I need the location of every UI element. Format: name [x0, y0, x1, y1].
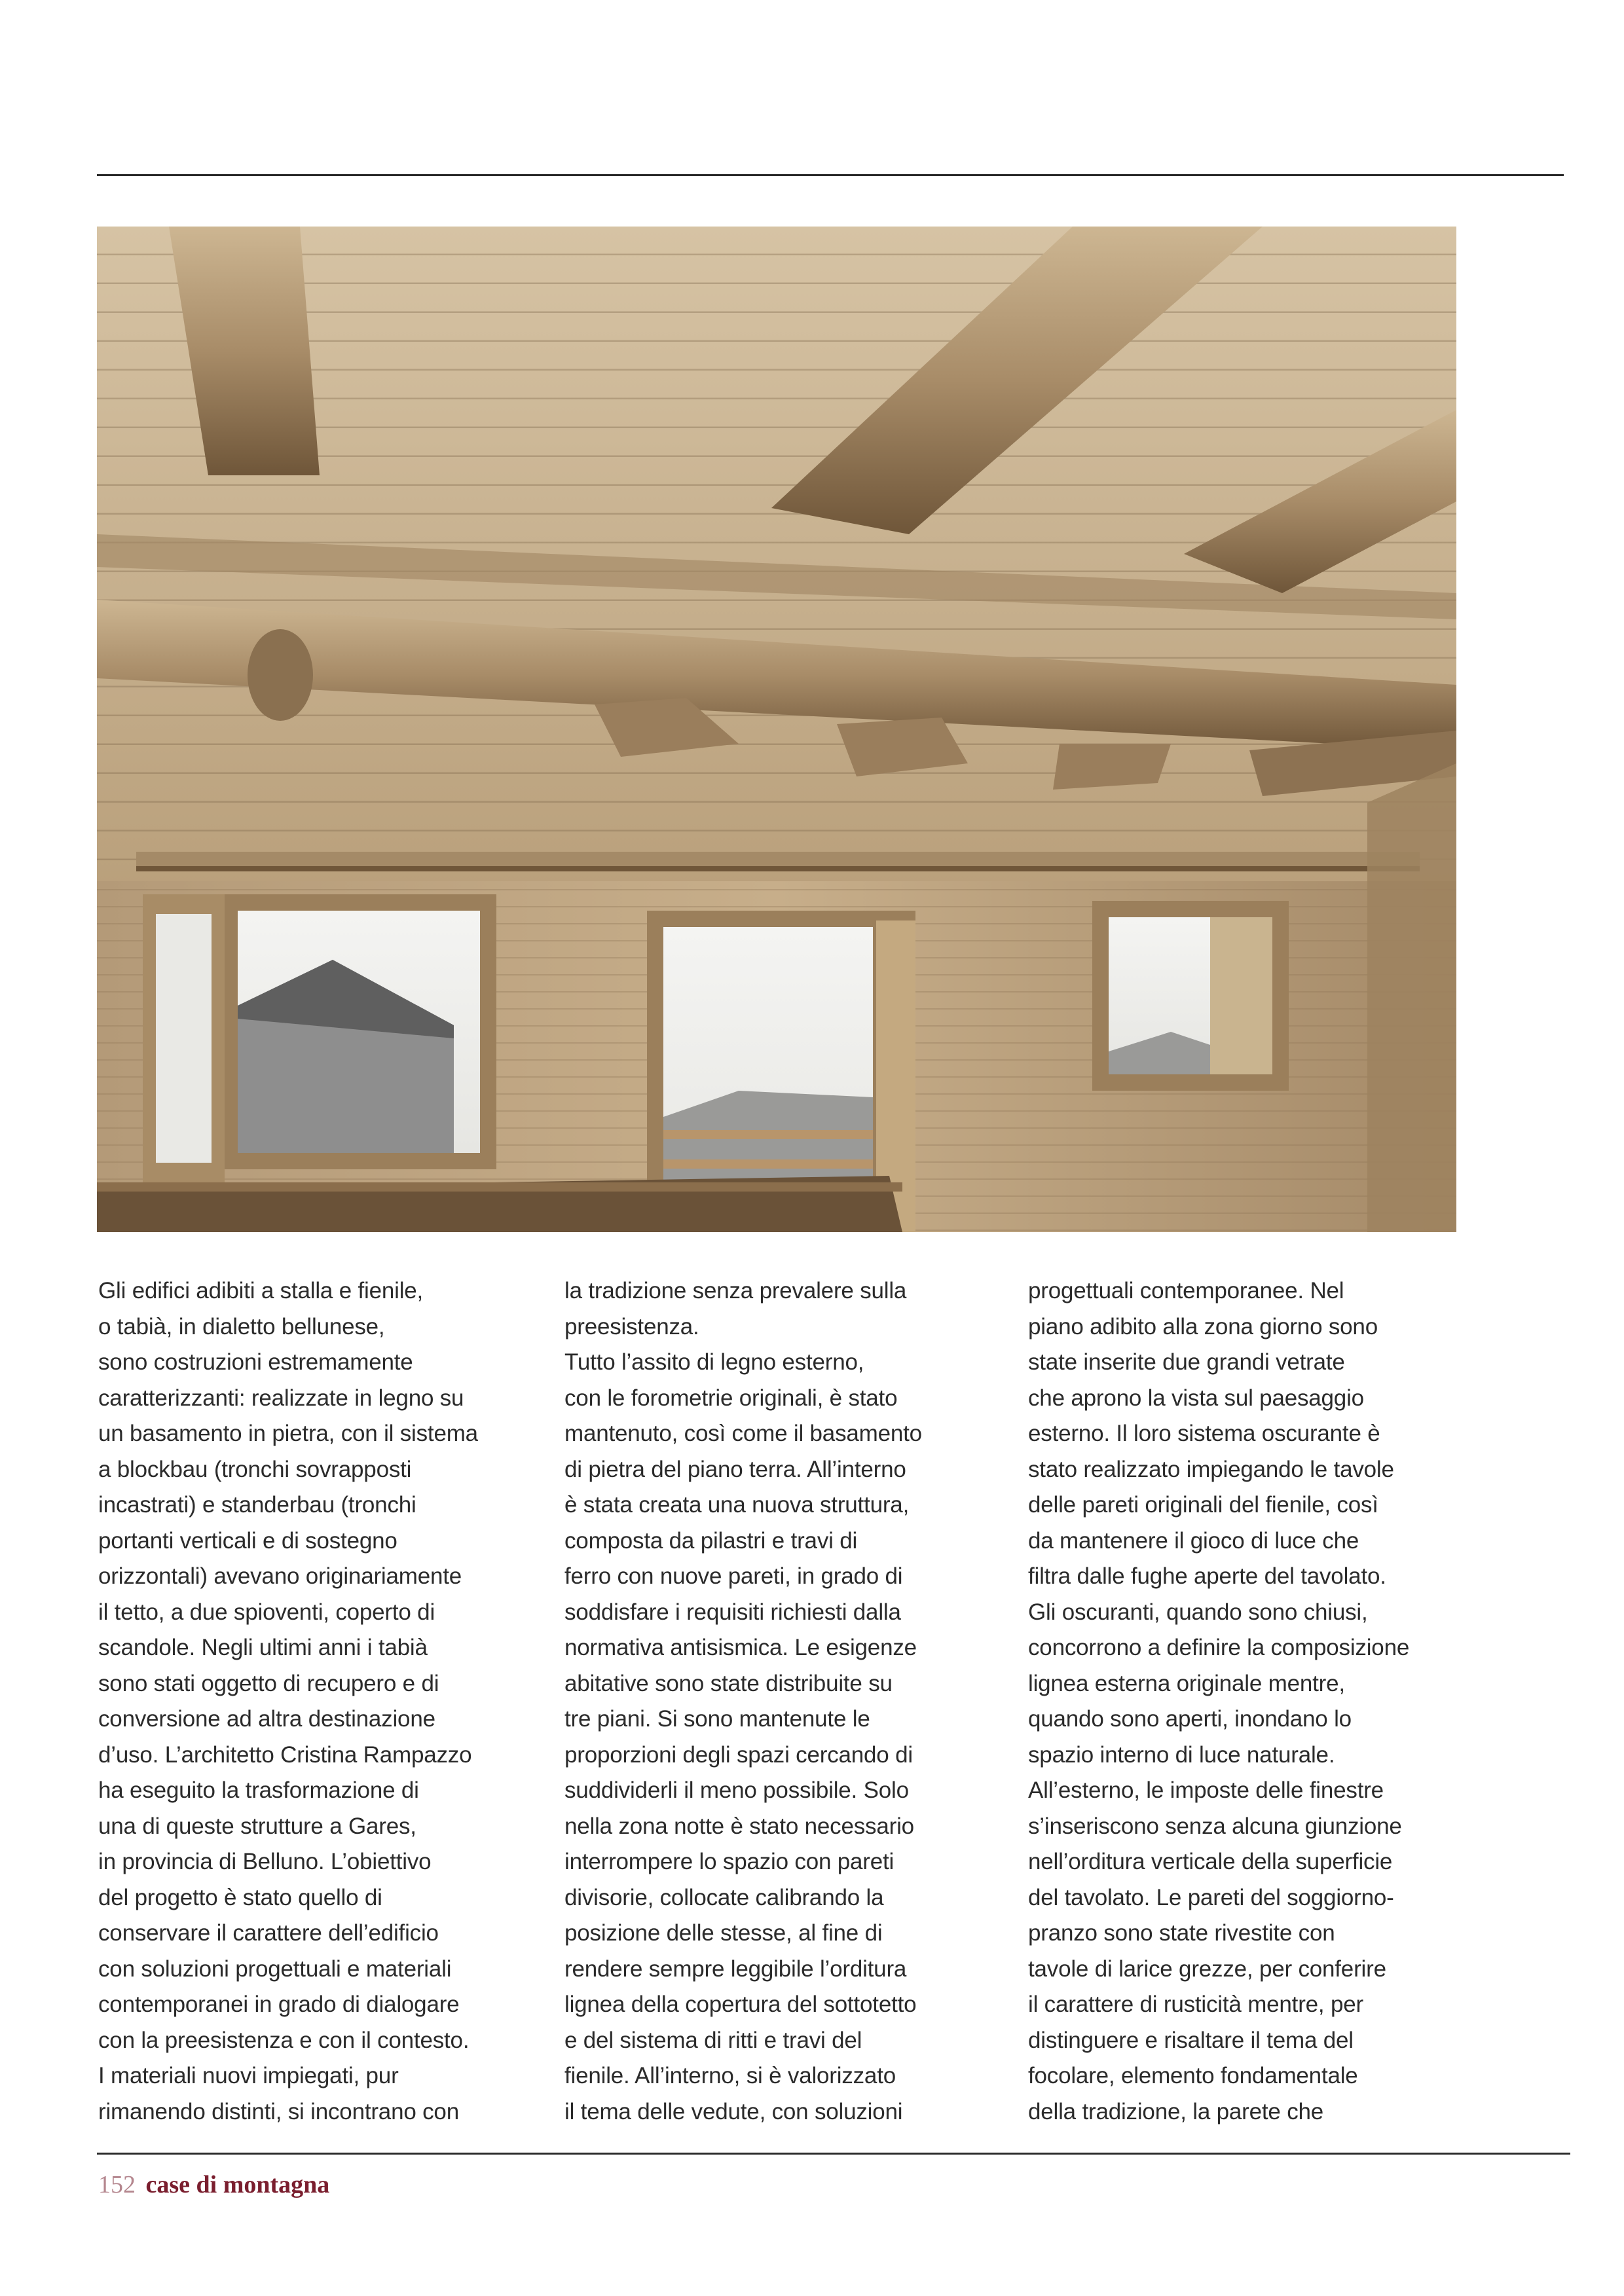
text-line: a blockbau (tronchi sovrapposti: [98, 1456, 412, 1482]
text-line: pranzo sono state rivestite con: [1028, 1920, 1335, 1946]
text-line: una di queste strutture a Gares,: [98, 1813, 416, 1839]
text-line: nella zona notte è stato necessario: [564, 1813, 914, 1839]
magazine-title: case di montagna: [145, 2171, 330, 2198]
text-line: rimanendo distinti, si incontrano con: [98, 2098, 459, 2124]
text-line: il tetto, a due spioventi, coperto di: [98, 1599, 435, 1625]
text-line: posizione delle stesse, al fine di: [564, 1920, 883, 1946]
text-line: la tradizione senza prevalere sulla: [564, 1278, 907, 1303]
text-line: tavole di larice grezze, per conferire: [1028, 1956, 1386, 1982]
text-line: sono stati oggetto di recupero e di: [98, 1670, 439, 1696]
text-line: portanti verticali e di sostegno: [98, 1527, 397, 1554]
text-line: progettuali contemporanee. Nel: [1028, 1278, 1344, 1303]
text-line: lignea esterna originale mentre,: [1028, 1670, 1345, 1696]
text-line: con soluzioni progettuali e materiali: [98, 1956, 452, 1982]
text-line: soddisfare i requisiti richiesti dalla: [564, 1599, 901, 1625]
text-line: stato realizzato impiegando le tavole: [1028, 1456, 1394, 1482]
bottom-rule: [97, 2153, 1570, 2155]
text-line: sono costruzioni estremamente: [98, 1349, 413, 1375]
text-line: divisorie, collocate calibrando la: [564, 1884, 884, 1910]
text-line: con le forometrie originali, è stato: [564, 1385, 898, 1411]
text-line: delle pareti originali del fienile, così: [1028, 1492, 1378, 1518]
text-line: caratterizzanti: realizzate in legno su: [98, 1385, 464, 1411]
text-line: state inserite due grandi vetrate: [1028, 1349, 1345, 1375]
text-line: conservare il carattere dell’edificio: [98, 1920, 439, 1946]
text-line: è stata creata una nuova struttura,: [564, 1492, 910, 1518]
article-column-3: [1028, 1273, 1460, 2130]
text-line: e del sistema di ritti e travi del: [564, 2027, 862, 2053]
text-line: composta da pilastri e travi di: [564, 1527, 858, 1554]
text-line: il tema delle vedute, con soluzioni: [564, 2098, 903, 2124]
text-line: concorrono a definire la composizione: [1028, 1635, 1410, 1660]
text-line: distinguere e risaltare il tema del: [1028, 2027, 1354, 2053]
text-line: o tabià, in dialetto bellunese,: [98, 1313, 385, 1339]
interior-photo: [97, 227, 1456, 1232]
text-line: ha eseguito la trasformazione di: [98, 1777, 419, 1803]
text-line: un basamento in pietra, con il sistema: [98, 1421, 478, 1446]
text-line: con la preesistenza e con il contesto.: [98, 2027, 470, 2053]
text-line: mantenuto, così come il basamento: [564, 1421, 922, 1446]
text-line: proporzioni degli spazi cercando di: [564, 1741, 913, 1768]
text-line: in provincia di Belluno. L’obiettivo: [98, 1849, 432, 1874]
text-line: abitative sono state distribuite su: [564, 1670, 893, 1696]
text-line: Gli edifici adibiti a stalla e fienile,: [98, 1278, 424, 1303]
text-line: focolare, elemento fondamentale: [1028, 2063, 1358, 2088]
text-line: scandole. Negli ultimi anni i tabià: [98, 1635, 428, 1660]
text-line: orizzontali) avevano originariamente: [98, 1563, 462, 1589]
text-line: Tutto l’assito di legno esterno,: [564, 1349, 864, 1375]
text-line: incastrati) e standerbau (tronchi: [98, 1492, 416, 1518]
text-line: All’esterno, le imposte delle finestre: [1028, 1777, 1384, 1803]
text-line: esterno. Il loro sistema oscurante è: [1028, 1421, 1380, 1446]
text-line: s’inseriscono senza alcuna giunzione: [1028, 1813, 1402, 1839]
text-line: nell’orditura verticale della superficie: [1028, 1849, 1393, 1874]
article-column-1: [98, 1273, 530, 2130]
photo-illustration: [97, 227, 1456, 1232]
text-line: tre piani. Si sono mantenute le: [564, 1706, 870, 1732]
text-line: il carattere di rusticità mentre, per: [1028, 1992, 1363, 2017]
text-line: ferro con nuove pareti, in grado di: [564, 1563, 903, 1589]
text-line: d’uso. L’architetto Cristina Rampazzo: [98, 1741, 472, 1768]
text-line: di pietra del piano terra. All’interno: [564, 1456, 906, 1482]
top-rule: [97, 174, 1564, 176]
text-line: interrompere lo spazio con pareti: [564, 1849, 895, 1874]
text-line: quando sono aperti, inondano lo: [1028, 1706, 1352, 1732]
text-line: Gli oscuranti, quando sono chiusi,: [1028, 1599, 1368, 1625]
text-line: da mantenere il gioco di luce che: [1028, 1527, 1359, 1554]
text-line: I materiali nuovi impiegati, pur: [98, 2063, 399, 2088]
text-line: filtra dalle fughe aperte del tavolato.: [1028, 1563, 1386, 1589]
text-line: lignea della copertura del sottotetto: [564, 1992, 917, 2017]
text-line: normativa antisismica. Le esigenze: [564, 1635, 917, 1660]
page-number: 152: [98, 2171, 136, 2198]
text-line: del tavolato. Le pareti del soggiorno-: [1028, 1884, 1394, 1910]
text-line: suddividerli il meno possibile. Solo: [564, 1777, 909, 1803]
text-line: rendere sempre leggibile l’orditura: [564, 1956, 907, 1982]
text-line: contemporanei in grado di dialogare: [98, 1992, 460, 2017]
text-line: piano adibito alla zona giorno sono: [1028, 1313, 1378, 1339]
text-line: della tradizione, la parete che: [1028, 2098, 1324, 2124]
article-column-2: [564, 1273, 997, 2130]
text-line: del progetto è stato quello di: [98, 1884, 382, 1910]
text-line: conversione ad altra destinazione: [98, 1706, 435, 1732]
text-line: spazio interno di luce naturale.: [1028, 1741, 1335, 1768]
text-line: preesistenza.: [564, 1313, 699, 1339]
text-line: che aprono la vista sul paesaggio: [1028, 1385, 1364, 1411]
text-line: fienile. All’interno, si è valorizzato: [564, 2063, 896, 2088]
page-footer: [98, 2170, 329, 2199]
